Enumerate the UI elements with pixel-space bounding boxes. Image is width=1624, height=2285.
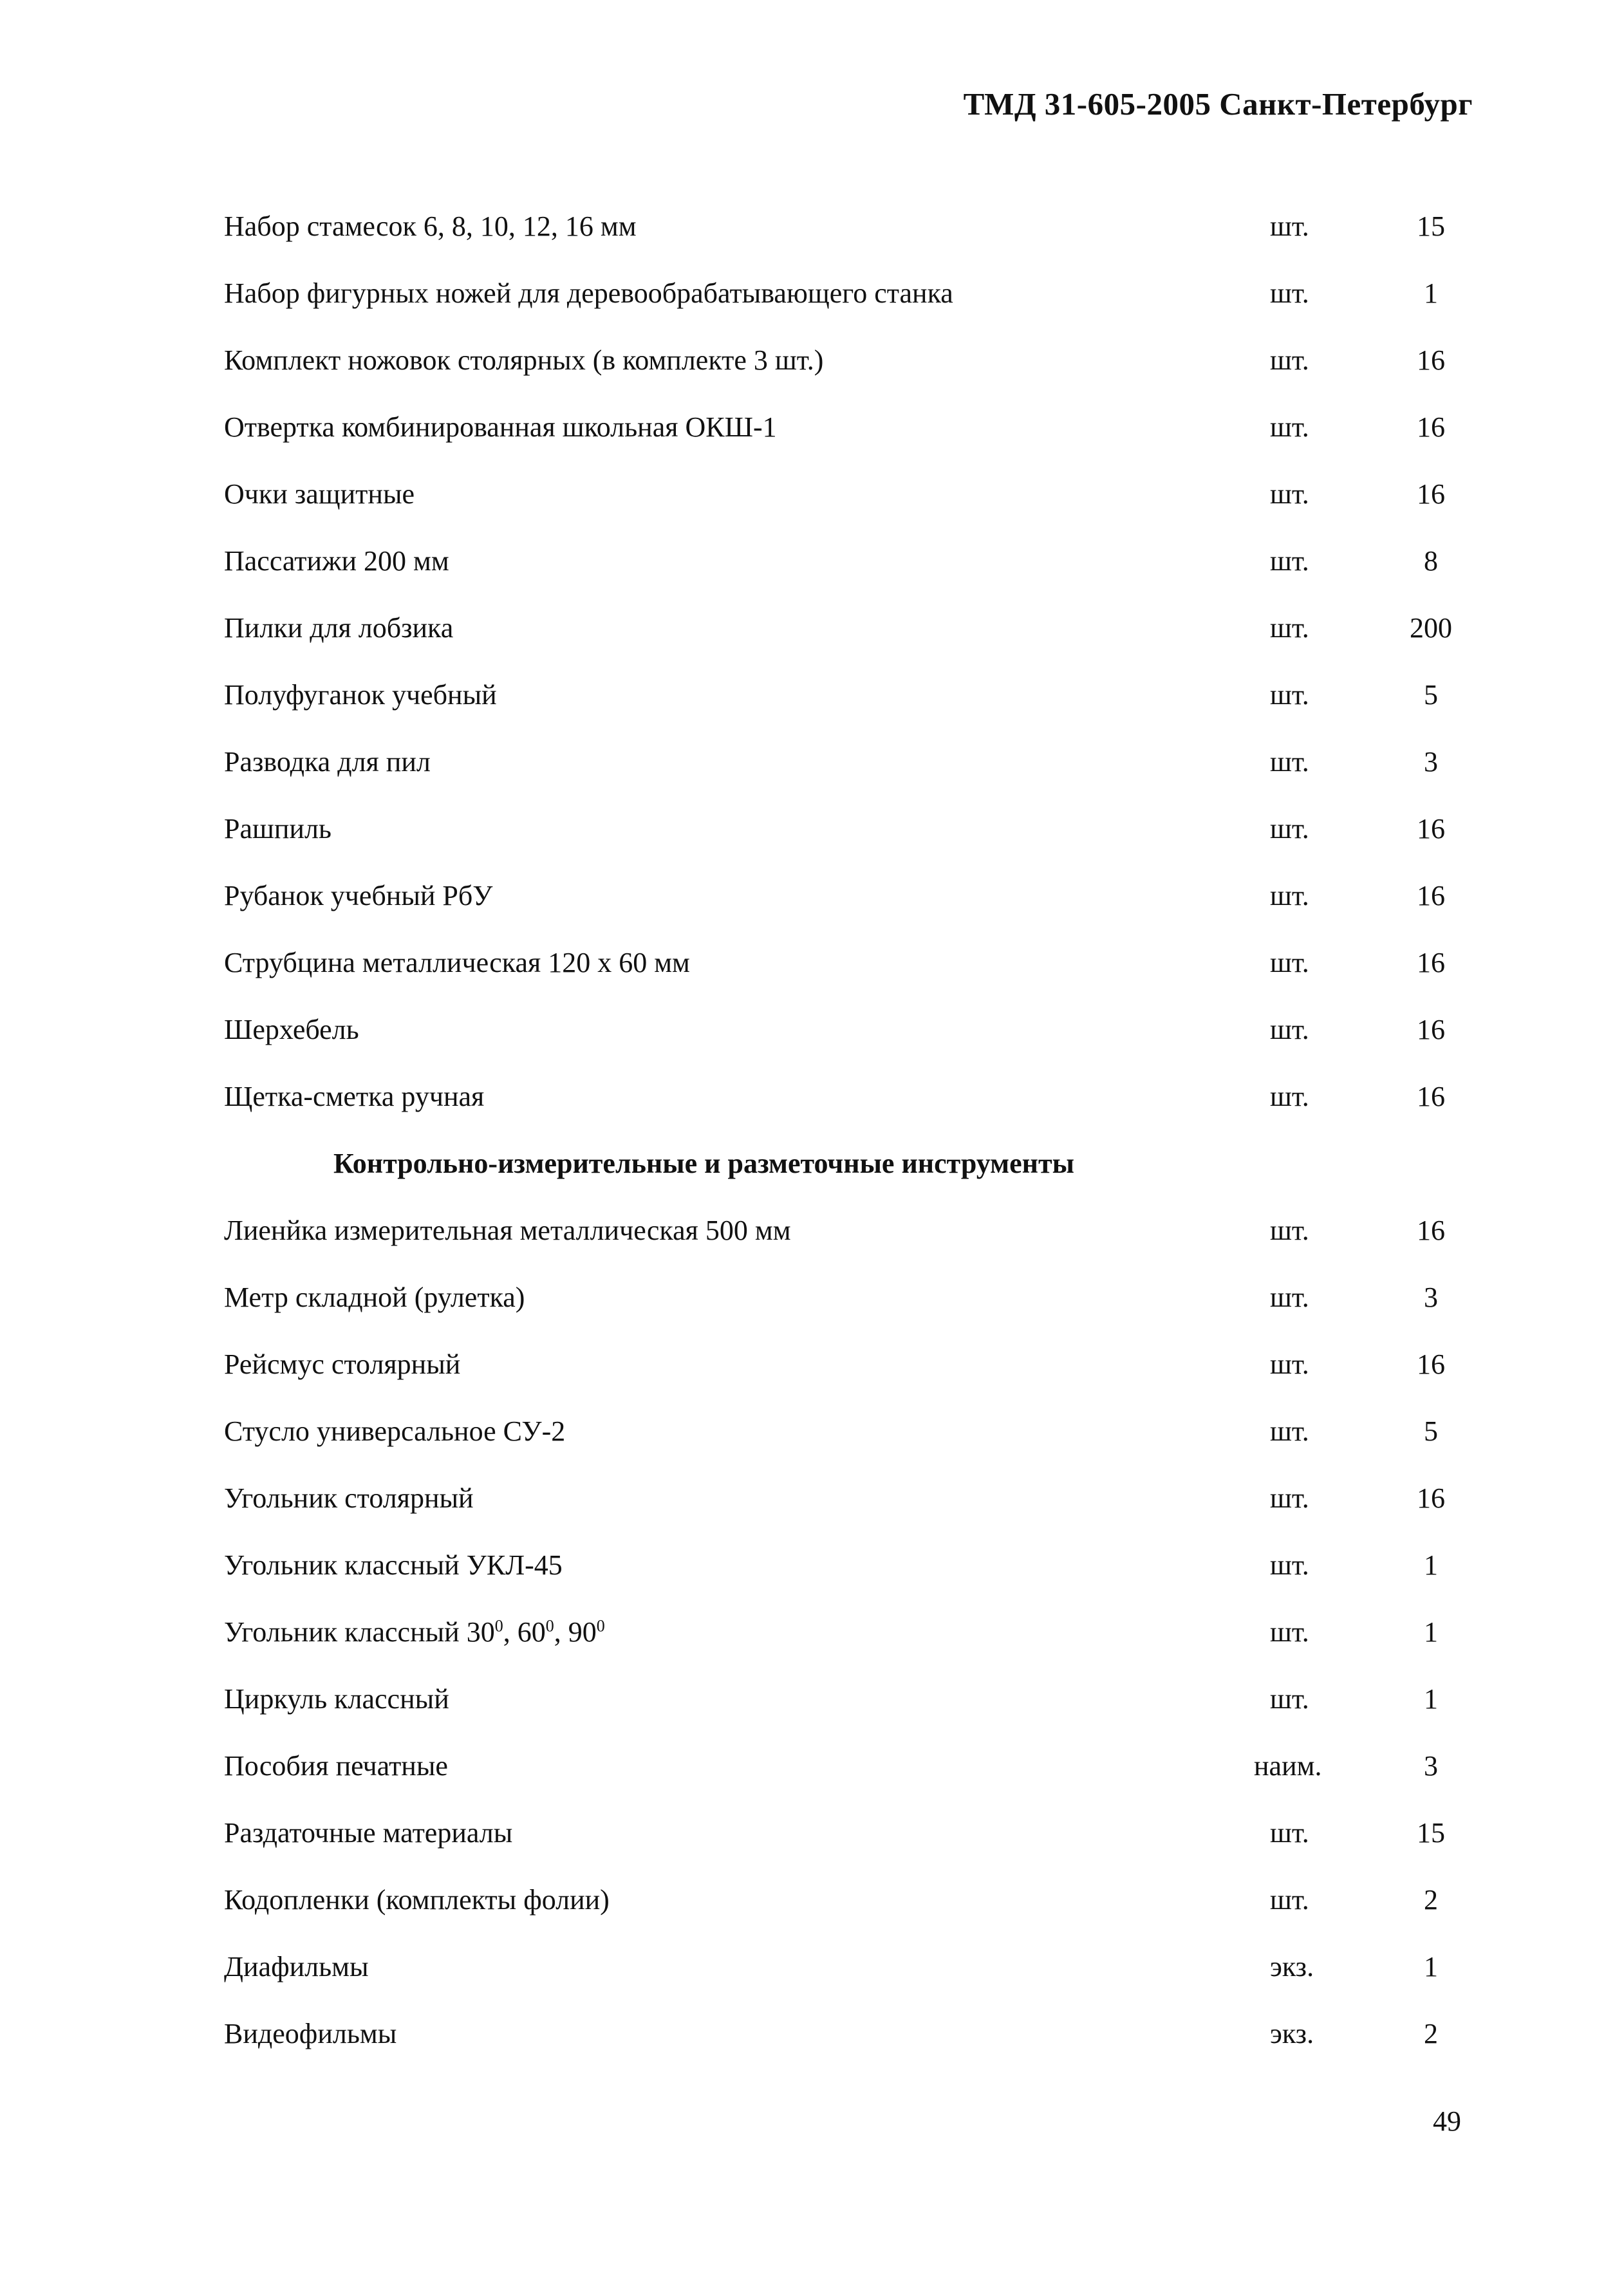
item-name: Пилки для лобзика (224, 612, 454, 644)
list-item (224, 1011, 1466, 1077)
list-item (224, 1613, 1466, 1680)
item-unit: шт. (1270, 813, 1309, 844)
degree-mark: 0 (494, 1616, 503, 1636)
list-item (224, 1814, 1466, 1881)
list-item (224, 1077, 1466, 1144)
item-name: Раздаточные материалы (224, 1817, 513, 1849)
list-item (224, 1412, 1466, 1479)
item-name: Струбцина металлическая 120 х 60 мм (224, 947, 690, 978)
item-quantity: 5 (1424, 1415, 1438, 1447)
item-name: Разводка для пил (224, 746, 431, 778)
item-unit: шт. (1270, 612, 1309, 644)
item-quantity: 16 (1417, 1081, 1445, 1112)
item-quantity: 2 (1424, 1884, 1438, 1916)
angle-value: 60 (517, 1616, 546, 1648)
section-heading: Контрольно-измерительные и разметочные инструменты (333, 1148, 1074, 1179)
list-item (224, 1747, 1466, 1814)
item-name: Лиенйка измерительная металлическая 500 мм (224, 1215, 791, 1246)
item-quantity: 15 (1417, 1817, 1445, 1849)
item-unit: шт. (1270, 1348, 1309, 1380)
item-unit: шт. (1270, 1415, 1309, 1447)
item-quantity: 16 (1417, 1348, 1445, 1380)
item-quantity: 1 (1424, 1683, 1438, 1715)
item-unit: шт. (1270, 746, 1309, 778)
list-item (224, 408, 1466, 475)
list-item (224, 1881, 1466, 1948)
item-name: Набор фигурных ножей для деревообрабатывающего станка (224, 277, 953, 309)
list-item (224, 542, 1466, 609)
list-item (224, 944, 1466, 1011)
item-name: Полуфуганок учебный (224, 679, 497, 711)
list-item (224, 1345, 1466, 1412)
list-item (224, 1278, 1466, 1345)
item-name: Циркуль классный (224, 1683, 449, 1715)
list-item (224, 1948, 1466, 2015)
item-name: Угольник классный УКЛ-45 (224, 1549, 563, 1581)
list-item (224, 1211, 1466, 1278)
document-header: ТМД 31-605-2005 Санкт-Петербург (963, 86, 1473, 122)
item-name: Кодопленки (комплекты фолии) (224, 1884, 610, 1916)
angle-value: 90 (568, 1616, 597, 1648)
item-name (224, 1613, 605, 1652)
angle-separator: , (503, 1616, 518, 1648)
item-unit: экз. (1270, 2018, 1314, 2049)
item-quantity: 16 (1417, 880, 1445, 911)
item-name: Пассатижи 200 мм (224, 545, 449, 577)
item-unit: шт. (1270, 411, 1309, 443)
angle-separator: , (554, 1616, 568, 1648)
item-name: Шерхебель (224, 1014, 359, 1045)
item-unit: шт. (1270, 1282, 1309, 1313)
item-unit: экз. (1270, 1951, 1314, 1982)
item-name: Метр складной (рулетка) (224, 1282, 525, 1313)
list-item (224, 341, 1466, 408)
list-item (224, 609, 1466, 676)
item-quantity: 15 (1417, 210, 1445, 242)
item-name: Отвертка комбинированная школьная ОКШ-1 (224, 411, 777, 443)
item-unit: шт. (1270, 210, 1309, 242)
item-unit: шт. (1270, 1549, 1309, 1581)
item-name: Рейсмус столярный (224, 1348, 461, 1380)
item-unit: шт. (1270, 1014, 1309, 1045)
item-quantity: 16 (1417, 1482, 1445, 1514)
list-item (224, 1680, 1466, 1747)
item-unit: шт. (1270, 478, 1309, 510)
list-item (224, 810, 1466, 877)
item-name: Рашпиль (224, 813, 331, 844)
item-quantity: 1 (1424, 1951, 1438, 1982)
item-quantity: 16 (1417, 478, 1445, 510)
list-item (224, 676, 1466, 743)
item-name: Очки защитные (224, 478, 415, 510)
item-unit: шт. (1270, 1817, 1309, 1849)
item-name: Стусло универсальное СУ-2 (224, 1415, 566, 1447)
item-quantity: 16 (1417, 947, 1445, 978)
item-unit: шт. (1270, 1482, 1309, 1514)
item-unit: шт. (1270, 1215, 1309, 1246)
item-name: Набор стамесок 6, 8, 10, 12, 16 мм (224, 210, 637, 242)
item-quantity: 200 (1410, 612, 1452, 644)
item-quantity: 3 (1424, 1750, 1438, 1782)
item-unit: шт. (1270, 277, 1309, 309)
item-unit: шт. (1270, 1683, 1309, 1715)
item-name: Пособия печатные (224, 1750, 448, 1782)
item-quantity: 16 (1417, 813, 1445, 844)
item-quantity: 3 (1424, 1282, 1438, 1313)
list-item (224, 877, 1466, 944)
item-quantity: 5 (1424, 679, 1438, 711)
item-quantity: 16 (1417, 1215, 1445, 1246)
item-unit: шт. (1270, 947, 1309, 978)
list-item (224, 2015, 1466, 2082)
item-name: Комплект ножовок столярных (в комплекте 3 шт.) (224, 344, 824, 376)
list-item (224, 1546, 1466, 1613)
list-item (224, 274, 1466, 341)
item-unit: шт. (1270, 344, 1309, 376)
equipment-list (224, 207, 1466, 2082)
list-item (224, 475, 1466, 542)
degree-mark: 0 (545, 1616, 554, 1636)
item-name: Щетка-сметка ручная (224, 1081, 485, 1112)
item-name: Видеофильмы (224, 2018, 397, 2049)
page-number: 49 (1433, 2105, 1461, 2137)
item-unit: шт. (1270, 545, 1309, 577)
item-name: Диафильмы (224, 1951, 369, 1982)
degree-mark: 0 (596, 1616, 605, 1636)
item-quantity: 2 (1424, 2018, 1438, 2049)
item-quantity: 1 (1424, 1616, 1438, 1648)
item-unit: шт. (1270, 1884, 1309, 1916)
item-quantity: 8 (1424, 545, 1438, 577)
item-quantity: 1 (1424, 1549, 1438, 1581)
item-unit: шт. (1270, 679, 1309, 711)
item-unit: шт. (1270, 1081, 1309, 1112)
item-quantity: 16 (1417, 411, 1445, 443)
item-name: Рубанок учебный РбУ (224, 880, 493, 911)
item-name: Угольник столярный (224, 1482, 474, 1514)
item-unit: шт. (1270, 1616, 1309, 1648)
angle-item-prefix: Угольник классный (224, 1616, 467, 1648)
item-quantity: 3 (1424, 746, 1438, 778)
list-item (224, 207, 1466, 274)
item-quantity: 1 (1424, 277, 1438, 309)
item-unit: шт. (1270, 880, 1309, 911)
list-item (224, 1479, 1466, 1546)
item-quantity: 16 (1417, 344, 1445, 376)
item-unit: наим. (1254, 1750, 1322, 1782)
angle-value: 30 (466, 1616, 495, 1648)
list-item (224, 743, 1466, 810)
item-quantity: 16 (1417, 1014, 1445, 1045)
